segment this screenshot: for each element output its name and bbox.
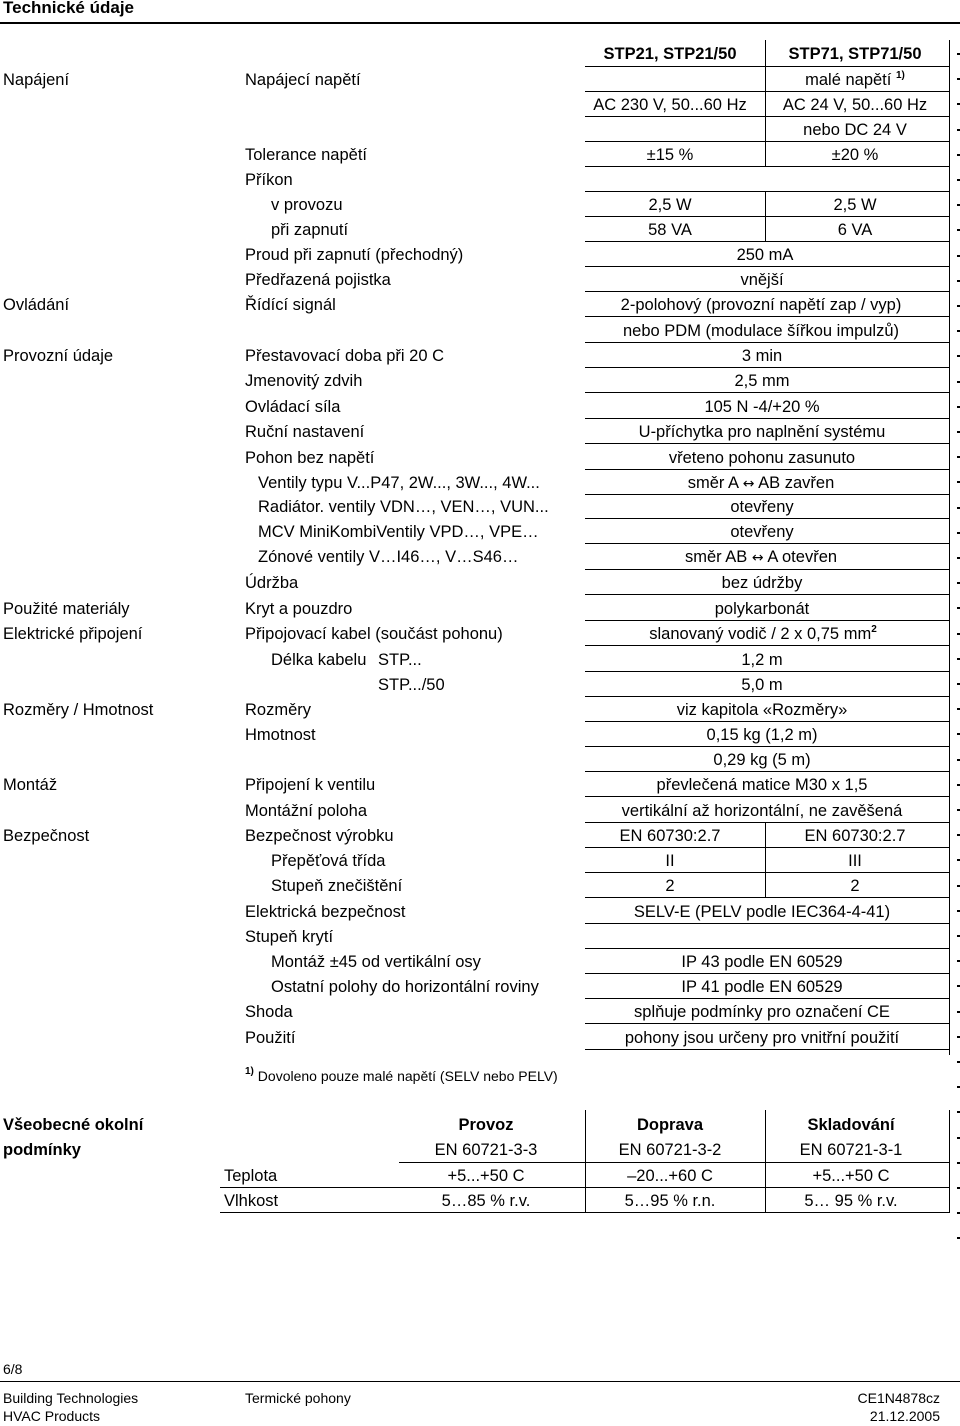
section-napajeni: Napájení: [3, 71, 70, 89]
row-separator: [585, 897, 950, 898]
tolerance-stp71: ±20 %: [831, 146, 879, 164]
position-label: Montážní poloha: [245, 802, 368, 820]
row-separator: [585, 518, 950, 519]
maintenance-value: bez údržby: [721, 574, 803, 592]
column-divider-safety: [765, 822, 766, 898]
overvoltage-stp21: II: [665, 852, 675, 870]
dims-value: viz kapitola «Rozměry»: [676, 701, 848, 719]
ip-other-label: Ostatní polohy do horizontální roviny: [271, 978, 539, 996]
signal-label: Řídící signál: [245, 296, 336, 314]
column-header-stp21: STP21, STP21/50: [603, 45, 737, 63]
footer-doc-id: CE1N4878cz: [857, 1390, 940, 1406]
page-number: 6/8: [3, 1361, 23, 1377]
at-switch-on-stp21: 58 VA: [648, 221, 692, 239]
row-separator: [585, 418, 950, 419]
row-separator: [585, 241, 950, 242]
connection-label: Připojení k ventilu: [245, 776, 376, 794]
valves1-label: Ventily typu V...P47, 2W..., 3W..., 4W...: [258, 474, 540, 492]
product-safety-stp21: EN 60730:2.7: [619, 827, 721, 845]
row-separator: [585, 367, 950, 368]
row-separator: [585, 746, 950, 747]
weight-value-2: 0,29 kg (5 m): [713, 751, 811, 769]
consumption-label: Příkon: [245, 171, 293, 189]
section-ovladani: Ovládání: [3, 296, 70, 314]
section-provozni: Provozní údaje: [3, 347, 114, 365]
row-separator: [585, 342, 950, 343]
signal-value-1: 2-polohový (provozní napětí zap / vyp): [620, 296, 902, 314]
valves3-label: MCV MiniKombiVentily VPD…, VPE…: [258, 523, 539, 541]
manual-label: Ruční nastavení: [245, 423, 365, 441]
section-materialy: Použité materiály: [3, 600, 130, 618]
row-separator: [585, 569, 950, 570]
force-label: Ovládací síla: [245, 398, 341, 416]
table-right-border: [949, 40, 950, 1055]
bidirectional-arrow-icon: ↔: [751, 550, 764, 566]
electrical-safety-value: SELV-E (PELV podle IEC364-4-41): [633, 903, 891, 921]
row-separator: [585, 696, 950, 697]
row-separator: [585, 620, 950, 621]
pollution-stp21: 2: [665, 877, 675, 895]
ip-label: Stupeň krytí: [245, 928, 334, 946]
footer-division: HVAC Products: [3, 1408, 100, 1424]
time-value: 3 min: [741, 347, 783, 365]
pollution-label: Stupeň znečištění: [271, 877, 403, 895]
row-separator: [585, 443, 950, 444]
signal-value-2: nebo PDM (modulace šířkou impulzů): [622, 322, 900, 340]
footer-rule: [0, 1381, 960, 1382]
section-bezpecnost: Bezpečnost: [3, 827, 90, 845]
column-header-rule: [585, 66, 950, 67]
env-cell: +5...+50 C: [812, 1167, 890, 1185]
cable-length-label: Délka kabelu: [271, 651, 367, 669]
use-label: Použití: [245, 1029, 296, 1047]
column-divider-lower: [765, 192, 766, 242]
footer-date: 21.12.2005: [869, 1408, 940, 1424]
cable-length-stp: STP...: [378, 651, 422, 669]
row-separator: [585, 469, 950, 470]
footer-product: Termické pohony: [245, 1390, 351, 1406]
pollution-stp71: 2: [850, 877, 860, 895]
deenergized-value: vřeteno pohonu zasunuto: [668, 449, 856, 467]
power-voltage-stp71: AC 24 V, 50...60 Hz: [782, 96, 928, 114]
weight-value-1: 0,15 kg (1,2 m): [706, 726, 818, 744]
env-rule: [399, 1162, 949, 1163]
ip-vertical-value: IP 43 podle EN 60529: [681, 953, 843, 971]
env-title-line1: Všeobecné okolní: [3, 1116, 144, 1134]
cable-length-stp50-value: 5,0 m: [741, 676, 783, 694]
footnote: $^{1)}$ Dovoleno pouze malé napětí (SELV nebo PELV): [245, 1066, 558, 1084]
row-separator: [585, 923, 950, 924]
in-operation-label: v provozu: [271, 196, 343, 214]
valves2-value: otevřeny: [730, 498, 794, 516]
connection-value: převlečená matice M30 x 1,5: [656, 776, 868, 794]
at-switch-on-label: při zapnutí: [271, 221, 349, 239]
env-standard-skladovani: EN 60721-3-1: [799, 1141, 903, 1159]
row-separator: [585, 872, 950, 873]
at-switch-on-stp71: 6 VA: [837, 221, 873, 239]
row-separator: [585, 1049, 950, 1050]
env-cell: 5… 95 % r.v.: [804, 1192, 898, 1210]
power-low-voltage: malé napětí $^{1)}$: [805, 70, 905, 89]
valves3-value: otevřeny: [730, 523, 794, 541]
dims-label: Rozměry: [245, 701, 312, 719]
env-cell: 5…85 % r.v.: [441, 1192, 531, 1210]
column-divider-upper: [765, 40, 766, 167]
conformity-label: Shoda: [245, 1003, 293, 1021]
env-divider: [585, 1110, 586, 1213]
row-separator: [585, 166, 950, 167]
inrush-label: Proud při zapnutí (přechodný): [245, 246, 464, 264]
use-value: pohony jsou určeny pro vnitřní použití: [624, 1029, 900, 1047]
row-separator: [585, 771, 950, 772]
row-separator: [585, 847, 950, 848]
power-voltage-stp71-dc: nebo DC 24 V: [803, 121, 907, 139]
env-standard-doprava: EN 60721-3-2: [618, 1141, 722, 1159]
footnote-ref: 1): [895, 70, 905, 81]
env-divider: [949, 1110, 950, 1213]
housing-label: Kryt a pouzdro: [245, 600, 353, 618]
env-cell: +5...+50 C: [447, 1167, 525, 1185]
force-value: 105 N -4/+20 %: [704, 398, 820, 416]
row-separator: [585, 948, 950, 949]
row-separator: [585, 392, 950, 393]
env-cell: –20...+60 C: [627, 1167, 713, 1185]
valves2-label: Radiátor. ventily VDN…, VEN…, VUN...: [258, 498, 549, 516]
env-row-label: Teplota: [224, 1167, 278, 1185]
fuse-value: vnější: [740, 271, 784, 289]
manual-value: U-příchytka pro naplnění systému: [638, 423, 886, 441]
row-separator: [585, 973, 950, 974]
section-rozmery: Rozměry / Hmotnost: [3, 701, 154, 719]
row-separator: [585, 671, 950, 672]
row-separator: [585, 822, 950, 823]
bidirectional-arrow-icon: ↔: [742, 476, 755, 492]
row-separator: [585, 543, 950, 544]
section-montaz: Montáž: [3, 776, 58, 794]
ip-vertical-label: Montáž ±45 od vertikální osy: [271, 953, 481, 971]
electrical-safety-label: Elektrická bezpečnost: [245, 903, 406, 921]
env-cell: 5…95 % r.n.: [624, 1192, 716, 1210]
valves4-label: Zónové ventily V…I46…, V…S46…: [258, 548, 519, 566]
header-rule: [0, 22, 960, 24]
page-title: Technické údaje: [3, 0, 135, 17]
cable-value: slanovaný vodič / 2 x 0,75 $mm^2$: [649, 624, 877, 643]
deenergized-label: Pohon bez napětí: [245, 449, 375, 467]
tolerance-stp21: ±15 %: [646, 146, 694, 164]
row-separator: [585, 316, 950, 317]
row-separator: [585, 594, 950, 595]
maintenance-label: Údržba: [245, 574, 299, 592]
row-separator: [585, 216, 950, 217]
overvoltage-label: Přepěťová třída: [271, 852, 386, 870]
in-operation-stp21: 2,5 W: [648, 196, 692, 214]
row-separator: [585, 91, 950, 92]
row-separator: [585, 796, 950, 797]
conformity-value: splňuje podmínky pro označení CE: [634, 1003, 890, 1021]
column-header-stp71: STP71, STP71/50: [788, 45, 922, 63]
housing-value: polykarbonát: [714, 600, 810, 618]
in-operation-stp71: 2,5 W: [833, 196, 877, 214]
cable-length-stp50: STP.../50: [378, 676, 445, 694]
time-label: Přestavovací doba při 20 C: [245, 347, 445, 365]
product-safety-label: Bezpečnost výrobku: [245, 827, 394, 845]
power-voltage-label: Napájecí napětí: [245, 71, 361, 89]
row-separator: [585, 645, 950, 646]
row-separator: [585, 191, 950, 192]
overvoltage-stp71: III: [848, 852, 862, 870]
power-voltage-stp21: AC 230 V, 50...60 Hz: [593, 96, 747, 114]
row-separator: [585, 494, 950, 495]
env-header-skladovani: Skladování: [807, 1116, 895, 1134]
env-standard-provoz: EN 60721-3-3: [434, 1141, 538, 1159]
row-separator: [585, 1023, 950, 1024]
weight-label: Hmotnost: [245, 726, 316, 744]
cable-length-stp-value: 1,2 m: [741, 651, 783, 669]
ip-other-value: IP 41 podle EN 60529: [681, 978, 843, 996]
tolerance-label: Tolerance napětí: [245, 146, 368, 164]
row-separator: [585, 998, 950, 999]
row-separator: [585, 266, 950, 267]
env-divider: [765, 1110, 766, 1213]
valves4-value: směr AB ↔ A otevřen: [684, 548, 838, 566]
env-header-doprava: Doprava: [636, 1116, 704, 1134]
env-row-label: Vlhkost: [224, 1192, 279, 1210]
valves1-value: směr A ↔ AB zavřen: [687, 474, 835, 492]
product-safety-stp71: EN 60730:2.7: [804, 827, 906, 845]
env-header-provoz: Provoz: [458, 1116, 514, 1134]
footer-company: Building Technologies: [3, 1390, 139, 1406]
inrush-value: 250 mA: [736, 246, 794, 264]
row-separator: [585, 721, 950, 722]
cable-label: Připojovací kabel (součást pohonu): [245, 625, 503, 643]
row-separator: [585, 116, 950, 117]
position-value: vertikální až horizontální, ne zavěšená: [621, 802, 903, 820]
row-separator: [585, 141, 950, 142]
fuse-label: Předřazená pojistka: [245, 271, 391, 289]
row-separator: [585, 291, 950, 292]
stroke-value: 2,5 mm: [734, 372, 790, 390]
env-title-line2: podmínky: [3, 1141, 81, 1159]
stroke-label: Jmenovitý zdvih: [245, 372, 363, 390]
section-elektricke: Elektrické připojení: [3, 625, 143, 643]
